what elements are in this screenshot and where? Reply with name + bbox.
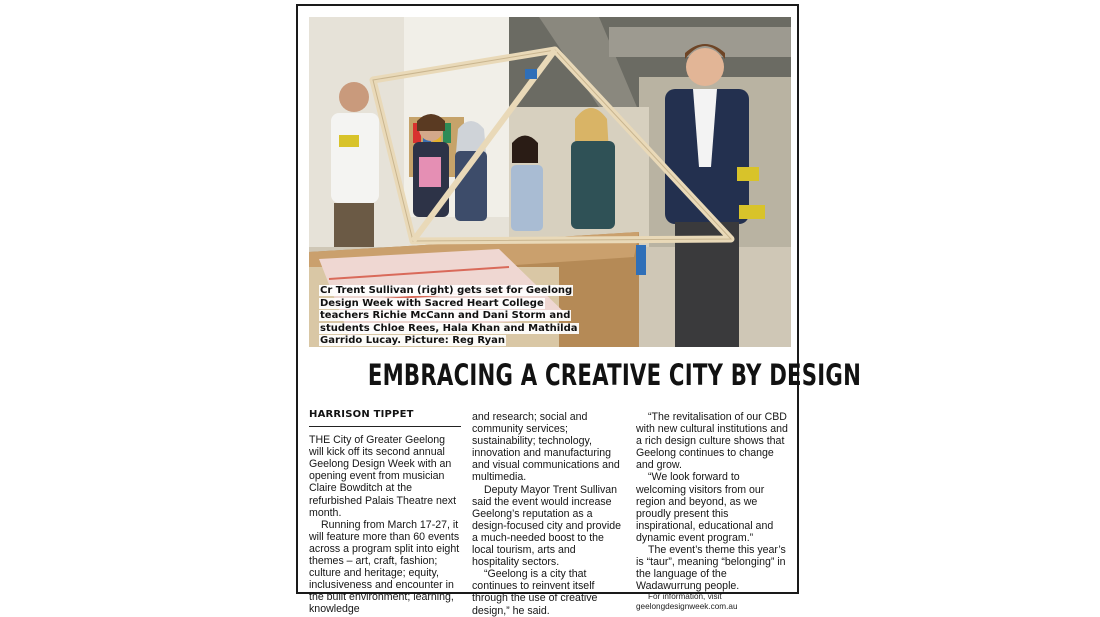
article-column-1 <box>309 409 461 616</box>
article-column-3 <box>636 411 788 612</box>
paragraph: “We look forward to welcoming visitors from our region and beyond, as we proudly present this inspirational, educational and dynamic event program.” <box>636 471 774 544</box>
paragraph: THE City of Greater Geelong will kick off its second annual Geelong Design Week with an opening event from musician Claire Bowditch at the refurbished Palais Theatre next month. <box>309 434 457 519</box>
paragraph: “The revitalisation of our CBD with new cultural institutions and a rich design culture shows that Geelong continues to change and grow. <box>636 411 788 472</box>
photo-caption-text: Cr Trent Sullivan (right) gets set for Geelong Design Week with Sacred Heart College teachers Richie McCann and Dani Storm and students Chloe Rees, Hala Khan and Mathilda Garrido Lucay. Picture: Reg Ryan <box>320 285 578 347</box>
article-column-2 <box>472 411 624 617</box>
paragraph: and research; social and community services; sustainability; technology, innovation and manufacturing and visual communications and multimedia. <box>472 411 620 484</box>
info-footer: For information, visit geelongdesignweek.com.au <box>636 592 738 612</box>
article-photo <box>309 17 791 347</box>
photo-caption <box>319 285 587 347</box>
article-body <box>309 409 791 617</box>
article-headline: EMBRACING A CREATIVE CITY BY DESIGN <box>367 358 862 392</box>
byline-rule <box>309 426 461 427</box>
paragraph: The event’s theme this year’s is “taur”, meaning “belonging” in the language of the Wadawurrung people. <box>636 544 786 593</box>
paragraph: Running from March 17-27, it will feature more than 60 events across a program split into eight themes – art, craft, fashion; culture and heritage; equity, inclusiveness and encounter in the built environment; learning, knowledge <box>309 518 460 616</box>
newspaper-clipping <box>296 4 862 617</box>
paragraph: “Geelong is a city that continues to reinvent itself through the use of creative design,” he said. <box>472 568 598 617</box>
byline: HARRISON TIPPET <box>309 409 414 420</box>
paragraph: Deputy Mayor Trent Sullivan said the event would increase Geelong’s reputation as a design-focused city and provide a much-needed boost to the local tourism, arts and hospitality sectors. <box>472 483 621 569</box>
